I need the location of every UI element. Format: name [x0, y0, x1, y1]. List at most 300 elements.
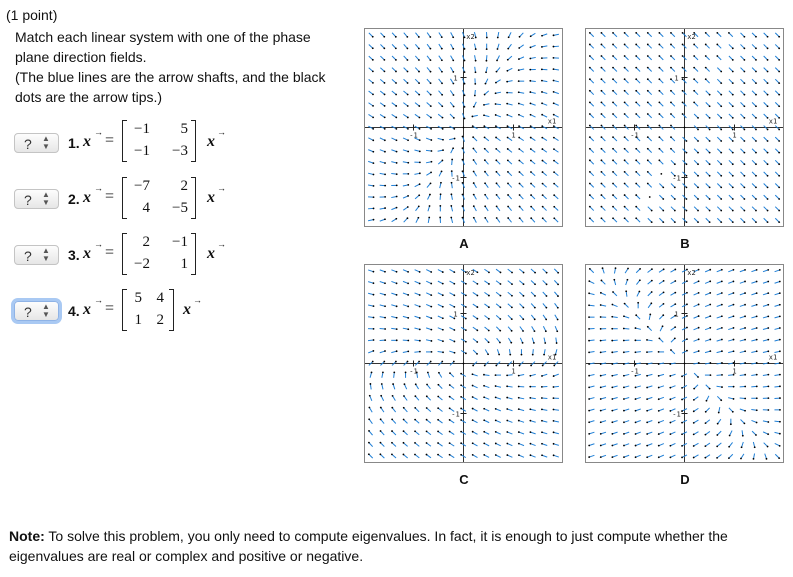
tick-label: 1 — [732, 131, 737, 140]
arrow-tip — [488, 330, 490, 332]
arrow-tip — [756, 422, 758, 424]
arrow-tip — [589, 217, 591, 219]
arrow-tip — [460, 384, 462, 386]
arrow-tip — [541, 68, 543, 70]
arrow-tip — [507, 137, 509, 139]
arrow-tip — [407, 71, 409, 73]
arrow-tip — [553, 217, 555, 219]
arrow-tip — [624, 125, 626, 127]
arrow-tip — [612, 148, 614, 150]
arrow-tip — [612, 304, 614, 306]
arrow-tip — [651, 280, 653, 282]
arrow-tip — [418, 59, 420, 61]
arrow-tip — [384, 117, 386, 119]
arrow-tip — [391, 442, 393, 444]
arrow-tip — [534, 330, 536, 332]
arrow-tip — [484, 365, 486, 367]
arrow-tip — [589, 183, 591, 185]
arrow-tip — [406, 36, 408, 38]
arrow-tip — [647, 32, 649, 34]
arrow-tip — [495, 159, 497, 161]
arrow-tip — [698, 304, 700, 306]
arrow-tip — [635, 55, 637, 57]
arrow-tip — [623, 340, 625, 342]
arrow-tip — [744, 327, 746, 329]
arrow-tip — [717, 423, 719, 425]
arrow-tip — [541, 102, 543, 104]
arrow-tip — [487, 353, 489, 355]
arrow-tip — [506, 397, 508, 399]
arrow-tip — [681, 433, 683, 435]
arrow-tip — [419, 161, 421, 163]
tick-label: 1 — [453, 310, 458, 319]
arrow-tip — [778, 82, 780, 84]
arrow-tip — [684, 363, 686, 365]
arrow-tip — [611, 316, 613, 318]
arrow-tip — [612, 78, 614, 80]
arrow-tip — [483, 408, 485, 410]
arrow-tip — [464, 83, 466, 85]
arrow-tip — [635, 194, 637, 196]
arrow-tip — [407, 206, 409, 208]
arrow-tip — [542, 171, 544, 173]
plot-label-b: B — [680, 236, 690, 251]
arrow-tip — [553, 160, 555, 162]
arrow-tip — [534, 295, 536, 297]
arrow-tip — [522, 318, 524, 320]
arrow-tip — [544, 342, 546, 344]
arrow-tip — [545, 330, 547, 332]
arrow-tip — [600, 398, 602, 400]
arrow-tip — [658, 375, 660, 377]
arrow-tip — [396, 151, 398, 153]
arrow-tip — [530, 183, 532, 185]
arrow-tip — [744, 386, 746, 388]
arrow-tip — [600, 386, 602, 388]
arrow-tip — [732, 71, 734, 73]
arrow-tip — [755, 163, 757, 165]
arrow-tip — [658, 136, 660, 138]
arrow-tip — [442, 340, 444, 342]
stepper-arrows-icon: ▲ ▼ — [42, 302, 50, 319]
arrow-tip — [473, 194, 475, 196]
arrow-tip — [744, 269, 746, 271]
arrow-tip — [744, 281, 746, 283]
arrow-tip — [670, 433, 672, 435]
arrow-tip — [488, 341, 490, 343]
arrow-tip — [495, 103, 497, 105]
arrow-tip — [541, 420, 543, 422]
arrow-tip — [384, 82, 386, 84]
arrow-tip — [637, 302, 639, 304]
arrow-tip — [472, 385, 474, 387]
arrow-tip — [518, 431, 520, 433]
arrow-tip — [674, 198, 676, 200]
arrow-tip — [464, 106, 466, 108]
arrow-tip — [495, 137, 497, 139]
arrow-tip — [486, 48, 488, 50]
tick-label: 1 — [674, 310, 679, 319]
arrow-tip — [484, 171, 486, 173]
tick-label: -1 — [451, 410, 460, 419]
arrow-tip — [635, 314, 637, 316]
arrow-tip — [669, 410, 671, 412]
arrow-tip — [600, 351, 602, 353]
arrow-tip — [756, 292, 758, 294]
arrow-tip — [611, 445, 613, 447]
arrow-tip — [462, 182, 464, 184]
arrow-tip — [472, 396, 474, 398]
arrow-tip — [612, 183, 614, 185]
arrow-tip — [449, 442, 451, 444]
arrow-tip — [612, 90, 614, 92]
arrow-tip — [499, 330, 501, 332]
arrow-tip — [612, 194, 614, 196]
arrow-tip — [721, 339, 723, 341]
arrow-tip — [506, 454, 508, 456]
arrow-tip — [779, 385, 781, 387]
arrow-tip — [693, 457, 695, 459]
arrow-tip — [681, 375, 683, 377]
arrow-tip — [407, 283, 409, 285]
arrow-tip — [767, 36, 769, 38]
direction-field-svg — [365, 265, 562, 462]
arrow-tip — [407, 294, 409, 296]
arrow-tip — [600, 292, 602, 294]
arrow-tip — [646, 398, 648, 400]
arrow-tip — [767, 94, 769, 96]
points-label: (1 point) — [6, 7, 58, 23]
arrow-tip — [646, 375, 648, 377]
arrow-tip — [529, 420, 531, 422]
arrow-tip — [767, 129, 769, 131]
arrow-tip — [767, 315, 769, 317]
arrow-tip — [419, 139, 421, 141]
problem-number: 3. — [68, 247, 80, 263]
arrow-tip — [732, 411, 734, 413]
arrow-tip — [682, 113, 684, 115]
arrow-tip — [744, 315, 746, 317]
arrow-tip — [732, 94, 734, 96]
arrow-tip — [779, 269, 781, 271]
arrow-tip — [779, 281, 781, 283]
x1-axis-label: x1 — [547, 117, 557, 126]
arrow-tip — [709, 388, 711, 390]
arrow-tip — [557, 295, 559, 297]
arrow-tip — [588, 363, 590, 365]
arrow-tip — [393, 371, 395, 373]
arrow-tip — [395, 117, 397, 119]
arrow-tip — [396, 162, 398, 164]
arrow-tip — [450, 205, 452, 207]
arrow-tip — [755, 36, 757, 38]
arrow-tip — [624, 303, 626, 305]
arrow-tip — [483, 385, 485, 387]
arrow-tip — [767, 71, 769, 73]
arrow-tip — [697, 163, 699, 165]
arrow-tip — [380, 395, 382, 397]
arrow-tip — [484, 136, 486, 138]
arrow-tip — [601, 217, 603, 219]
arrow-tip — [743, 175, 745, 177]
arrow-tip — [530, 148, 532, 150]
arrow-tip — [625, 290, 627, 292]
arrow-tip — [553, 57, 555, 59]
arrow-tip — [649, 314, 651, 316]
instructions-line: dots are the arrow tips.) — [15, 89, 163, 105]
arrow-tip — [732, 59, 734, 61]
answer-select-2[interactable]: ? ▲ ▼ — [14, 189, 59, 209]
arrow-tip — [733, 292, 735, 294]
arrow-tip — [472, 419, 474, 421]
arrow-tip — [705, 422, 707, 424]
arrow-tip — [705, 67, 707, 69]
arrow-tip — [391, 407, 393, 409]
arrow-tip — [452, 83, 454, 85]
arrow-tip — [767, 421, 769, 423]
arrow-tip — [484, 182, 486, 184]
arrow-tip — [553, 46, 555, 48]
arrow-tip — [440, 193, 442, 195]
arrow-tip — [429, 36, 431, 38]
arrow-tip — [384, 282, 386, 284]
arrow-tip — [373, 328, 375, 330]
arrow-tip — [693, 67, 695, 69]
arrow-tip — [395, 94, 397, 96]
answer-select-3[interactable]: ? ▲ ▼ — [14, 245, 59, 265]
arrow-tip — [705, 44, 707, 46]
arrow-tip — [698, 350, 700, 352]
arrow-tip — [473, 217, 475, 219]
arrow-tip — [588, 445, 590, 447]
arrow-tip — [471, 116, 473, 118]
arrow-tip — [507, 160, 509, 162]
arrow-tip — [651, 291, 653, 293]
arrow-tip — [441, 48, 443, 50]
arrow-tip — [674, 337, 676, 339]
arrow-tip — [588, 292, 590, 294]
arrow-tip — [624, 67, 626, 69]
arrow-tip — [720, 140, 722, 142]
arrow-tip — [755, 117, 757, 119]
arrow-tip — [553, 102, 555, 104]
arrow-tip — [553, 137, 555, 139]
arrow-tip — [372, 36, 374, 38]
arrow-tip — [627, 268, 629, 270]
arrow-tip — [588, 328, 590, 330]
arrow-tip — [744, 410, 746, 412]
arrow-tip — [639, 279, 641, 281]
instructions — [15, 27, 345, 107]
arrow-tip — [545, 319, 547, 321]
arrow-tip — [518, 397, 520, 399]
arrow-tip — [475, 60, 477, 62]
arrow-tip — [395, 36, 397, 38]
arrow-tip — [510, 342, 512, 344]
arrow-tip — [600, 445, 602, 447]
arrow-tip — [518, 80, 520, 82]
arrow-tip — [452, 147, 454, 149]
arrow-tip — [419, 128, 421, 130]
arrow-tip — [658, 78, 660, 80]
arrow-tip — [453, 306, 455, 308]
arrow-tip — [441, 36, 443, 38]
arrow-tip — [484, 217, 486, 219]
arrow-tip — [442, 283, 444, 285]
arrow-tip — [368, 442, 370, 444]
arrow-tip — [600, 410, 602, 412]
arrow-tip — [407, 271, 409, 273]
arrow-tip — [743, 117, 745, 119]
arrow-tip — [372, 162, 374, 164]
arrow-tip — [756, 327, 758, 329]
arrow-tip — [418, 36, 420, 38]
arrow-tip — [778, 140, 780, 142]
arrow-tip — [647, 101, 649, 103]
arrow-tip — [646, 387, 648, 389]
arrow-tip — [670, 101, 672, 103]
arrow-tip — [601, 194, 603, 196]
arrow-tip — [767, 140, 769, 142]
arrow-tip — [429, 205, 431, 207]
arrow-tip — [472, 408, 474, 410]
arrow-tip — [488, 271, 490, 273]
arrow-tip — [611, 328, 613, 330]
arrow-tip — [371, 372, 373, 374]
arrow-tip — [709, 304, 711, 306]
arrow-tip — [464, 48, 466, 50]
plot-label-d: D — [680, 472, 690, 487]
arrow-tip — [623, 315, 625, 317]
arrow-tip — [756, 386, 758, 388]
arrow-tip — [553, 148, 555, 150]
arrow-tip — [506, 103, 508, 105]
arrow-tip — [453, 329, 455, 331]
arrow-tip — [500, 295, 502, 297]
arrow-tip — [497, 48, 499, 50]
arrow-tip — [732, 221, 734, 223]
arrow-tip — [623, 410, 625, 412]
arrow-tip — [658, 337, 660, 339]
arrow-tip — [686, 175, 688, 177]
arrow-tip — [430, 71, 432, 73]
arrow-tip — [465, 283, 467, 285]
arrow-tip — [601, 280, 603, 282]
arrow-tip — [431, 351, 433, 353]
arrow-tip — [415, 383, 417, 385]
arrow-tip — [741, 446, 743, 448]
arrow-tip — [778, 152, 780, 154]
arrow-tip — [600, 375, 602, 377]
arrow-tip — [530, 46, 532, 48]
arrow-tip — [589, 90, 591, 92]
arrow-tip — [624, 183, 626, 185]
arrow-tip — [624, 136, 626, 138]
arrow-tip — [518, 148, 520, 150]
answer-select-1[interactable]: ? ▲ ▼ — [14, 133, 59, 153]
arrow-tip — [430, 306, 432, 308]
arrow-tip — [414, 454, 416, 456]
arrow-tip — [647, 44, 649, 46]
arrow-tip — [744, 398, 746, 400]
arrow-tip — [431, 150, 433, 152]
arrow-tip — [473, 171, 475, 173]
arrow-tip — [600, 421, 602, 423]
arrow-tip — [518, 114, 520, 116]
arrow-tip — [541, 91, 543, 93]
arrow-tip — [384, 94, 386, 96]
arrow-tip — [384, 105, 386, 107]
arrow-tip — [430, 82, 432, 84]
arrow-tip — [465, 329, 467, 331]
arrow-tip — [442, 128, 444, 130]
arrow-tip — [495, 408, 497, 410]
arrow-tip — [553, 91, 555, 93]
arrow-tip — [778, 198, 780, 200]
arrow-tip — [779, 433, 781, 435]
arrow-tip — [635, 78, 637, 80]
arrow-tip — [709, 350, 711, 352]
arrow-tip — [589, 113, 591, 115]
arrow-tip — [437, 384, 439, 386]
arrow-tip — [495, 431, 497, 433]
arrow-tip — [647, 159, 649, 161]
arrow-tip — [511, 307, 513, 309]
arrow-tip — [721, 280, 723, 282]
arrow-tip — [704, 457, 706, 459]
arrow-tip — [635, 90, 637, 92]
arrow-tip — [778, 129, 780, 131]
arrow-tip — [755, 221, 757, 223]
arrow-tip — [369, 395, 371, 397]
arrow-tip — [681, 422, 683, 424]
arrow-tip — [635, 125, 637, 127]
arrow-tip — [635, 32, 637, 34]
arrow-tip — [407, 117, 409, 119]
arrow-tip — [403, 430, 405, 432]
arrow-tip — [518, 160, 520, 162]
arrow-tip — [464, 36, 466, 38]
arrow-tip — [449, 419, 451, 421]
arrow-tip — [601, 90, 603, 92]
arrow-tip — [624, 90, 626, 92]
problem-number: 1. — [68, 135, 80, 151]
arrow-tip — [697, 129, 699, 131]
arrow-tip — [623, 433, 625, 435]
arrow-tip — [646, 456, 648, 458]
arrow-tip — [662, 186, 664, 188]
answer-select-4[interactable]: ? ▲ ▼ — [14, 301, 59, 321]
arrow-tip — [697, 175, 699, 177]
arrow-tip — [601, 125, 603, 127]
arrow-tip — [743, 105, 745, 107]
arrow-tip — [779, 292, 781, 294]
arrow-tip — [767, 362, 769, 364]
arrow-tip — [623, 351, 625, 353]
arrow-tip — [743, 94, 745, 96]
arrow-tip — [407, 173, 409, 175]
arrow-tip — [419, 172, 421, 174]
arrow-tip — [635, 206, 637, 208]
tick-label: -1 — [672, 174, 681, 183]
arrow-tip — [372, 105, 374, 107]
arrow-tip — [395, 218, 397, 220]
arrow-tip — [557, 307, 559, 309]
arrow-tip — [658, 101, 660, 103]
arrow-tip — [439, 205, 441, 207]
arrow-tip — [396, 139, 398, 141]
arrow-tip — [698, 362, 700, 364]
